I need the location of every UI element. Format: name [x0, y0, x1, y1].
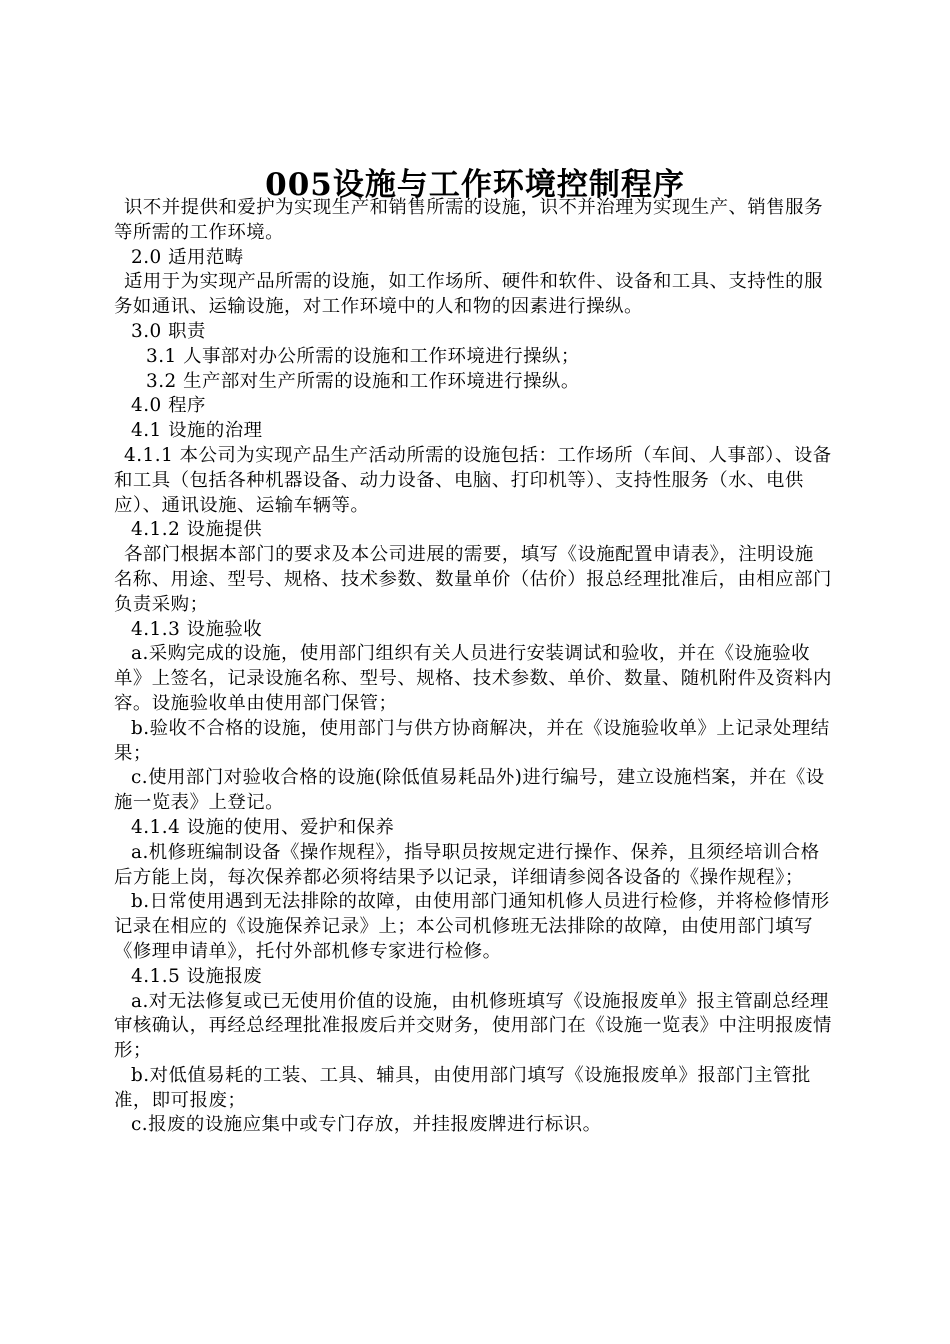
document-paragraph: 4.1.1 本公司为实现产品生产活动所需的设施包括：工作场所（车间、人事部）、设备和工具（包括各种机器设备、动力设备、电脑、打印机等）、支持性服务（水、电供应）、通讯设施、运输车辆等。 — [114, 444, 832, 516]
document-paragraph: 4.1 设施的治理 — [131, 420, 263, 442]
document-paragraph: 3.1 人事部对办公所需的设施和工作环境进行操纵； — [146, 345, 580, 367]
document-paragraph: 4.1.5 设施报废 — [131, 965, 263, 987]
document-paragraph: b.验收不合格的设施，使用部门与供方协商解决，并在《设施验收单》上记录处理结果； — [114, 717, 830, 764]
document-paragraph: 4.1.2 设施提供 — [131, 519, 263, 541]
document-paragraph: 识不并提供和爱护为实现生产和销售所需的设施，识不并治理为实现生产、销售服务等所需的工作环境。 — [114, 197, 823, 243]
document-paragraph: a.采购完成的设施，使用部门组织有关人员进行安装调试和验收，并在《设施验收单》上签名，记录设施名称、型号、规格、技术参数、单价、数量、随机附件及资料内容。设施验收单由使用部门保管； — [114, 643, 832, 714]
document-paragraph: 4.0 程序 — [131, 395, 206, 417]
document-paragraph: c.报废的设施应集中或专门存放，并挂报废牌进行标识。 — [131, 1114, 602, 1136]
document-body — [114, 196, 832, 1138]
document-paragraph: a.机修班编制设备《操作规程》，指导职员按规定进行操作、保养，且须经培训合格后方能上岗，每次保养都必须将结果予以记录，详细请参阅各设备的《操作规程》； — [114, 841, 820, 888]
document-paragraph: 3.0 职责 — [131, 320, 206, 342]
document-paragraph: 适用于为实现产品所需的设施，如工作场所、硬件和软件、设备和工具、支持性的服务如通讯、运输设施，对工作环境中的人和物的因素进行操纵。 — [114, 271, 823, 318]
document-paragraph: a.对无法修复或已无使用价值的设施，由机修班填写《设施报废单》报主管副总经理审核确认，再经总经理批准报废后并交财务，使用部门在《设施一览表》中注明报废情形； — [114, 990, 832, 1062]
document-paragraph: 4.1.3 设施验收 — [131, 618, 263, 640]
document-paragraph: c.使用部门对验收合格的设施(除低值易耗品外)进行编号，建立设施档案，并在《设施一览表》上登记。 — [114, 767, 825, 814]
document-paragraph: b.日常使用遇到无法排除的故障，由使用部门通知机修人员进行检修，并将检修情形记录在相应的《设施保养记录》上；本公司机修班无法排除的故障，由使用部门填写《修理申请单》，托付外部机修专家进行检修。 — [114, 891, 830, 962]
document-title: 005设施与工作环境控制程序 — [265, 166, 685, 203]
document-paragraph: b.对低值易耗的工装、工具、辅具，由使用部门填写《设施报废单》报部门主管批准，即可报废； — [114, 1064, 811, 1111]
document-paragraph: 4.1.4 设施的使用、爱护和保养 — [131, 816, 395, 838]
document-paragraph: 各部门根据本部门的要求及本公司进展的需要，填写《设施配置申请表》，注明设施名称、用途、型号、规格、技术参数、数量单价（估价）报总经理批准后，由相应部门负责采购； — [114, 544, 832, 615]
document-paragraph: 3.2 生产部对生产所需的设施和工作环境进行操纵。 — [146, 370, 580, 392]
document-paragraph: 2.0 适用范畴 — [131, 246, 244, 268]
